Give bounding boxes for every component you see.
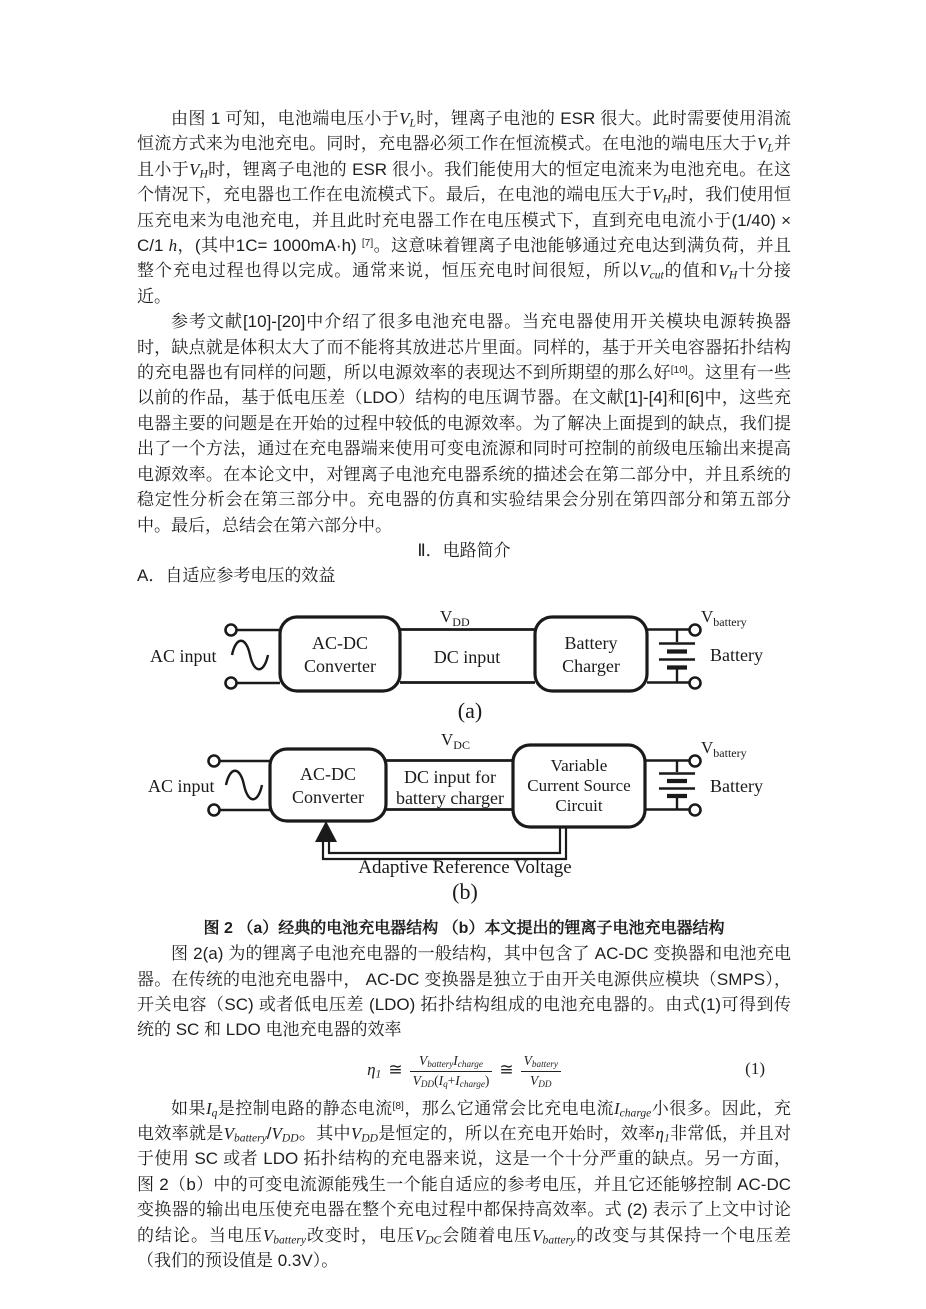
vbattery-label: $V_{battery}$ (701, 737, 747, 760)
acdc-converter-label-2: Converter (304, 655, 376, 676)
fraction-2 (521, 1053, 561, 1090)
dc-input-label-1: DC input for (404, 766, 496, 787)
equation-1 (137, 1043, 791, 1096)
fraction-1-numerator: $V_{battery}I_{charge}$ (410, 1053, 493, 1072)
paragraph-efficiency-discussion: 如果$I_q$是控制电路的静态电流[8]，那么它通常会比充电电流$I_{charge}$小很多。因此，充电效率就是$V_{battery}/V_{DD}$。其中$V_{DD}$是恒定的，所以在充电开始时，效率$\eta_1$非常低，并且对于使用 SC 或者 LDO 拓扑结构的充电器来说，这是一个十分严重的缺点。另一方面，图 2（b）中的可变电流源能残生一个能自适应的参考电压，并且它还能够控制 AC-DC 变换器的输出电压使充电器在整个充电过程中都保持高效率。式 (2) 表示了上文中讨论的结论。当电压$V_{battery}$改变时，电压$V_{DC}$会随着电压$V_{battery}$的改变与其保持一个电压差（我们的预设值是 0.3V）。 (137, 1098, 792, 1270)
dc-input-label-2: battery charger (395, 787, 505, 808)
subsection-heading: A．自适应参考电压的效益 (137, 566, 336, 586)
battery-label: Battery (710, 644, 763, 665)
acdc-converter-label-2: Converter (292, 786, 364, 807)
battery-charger-label-2: Charger (562, 655, 620, 676)
ac-source-sine-icon (226, 770, 262, 799)
dc-input-label: DC input (433, 646, 501, 667)
ac-source-sine-icon (232, 640, 268, 669)
equation-1-body (367, 1052, 561, 1089)
acdc-converter-box (280, 617, 400, 691)
equation-lhs: $\eta_1$ (367, 1060, 382, 1081)
equation-number: (1) (745, 1059, 765, 1079)
fraction-2-numerator: $V_{battery}$ (521, 1053, 561, 1072)
document-body (137, 106, 791, 1273)
acdc-converter-label-1: AC-DC (311, 632, 369, 653)
section-heading: Ⅱ．电路简介 (417, 540, 511, 560)
acdc-converter-box (270, 749, 386, 821)
approx-symbol: ≅ (388, 1060, 403, 1080)
fig-b-ac-input-label: AC input (148, 775, 215, 796)
battery-charger-box (535, 617, 647, 691)
vbattery-label: $V_{battery}$ (701, 606, 747, 629)
fraction-1-denominator: $V_{DD}(I_q+I_{charge})$ (412, 1072, 490, 1089)
fig-a-caption: (a) (457, 697, 483, 723)
terminal-icon (209, 804, 220, 815)
fraction-1 (410, 1053, 493, 1090)
terminal-icon (690, 624, 701, 635)
fraction-2-denominator: $V_{DD}$ (530, 1072, 552, 1089)
paragraph-charging-modes: 由图 1 可知，电池端电压小于$V_L$时，锂离子电池的 ESR 很大。此时需要使用涓流恒流方式来为电池充电。同时，充电器必须工作在恒流模式。在电池的端电压大于$V_L$并且小于$V_H$时，锂离子电池的 ESR 很小。我们能使用大的恒定电流来为电池充电。在这个情况下，充电器也工作在电流模式下。最后，在电池的端电压大于$V_H$时，我们使用恒压充电来为电池充电，并且此时充电器工作在电压模式下，直到充电电流小于(1/40) × C/1 h，(其中1C= 1000mA·h) [7]。这意味着锂离子电池能够通过充电达到满负荷，并且整个充电过程也得以完成。通常来说，恒压充电时间很短，所以$V_{cut}$的值和$V_H$十分接近。 (137, 109, 792, 306)
battery-label: Battery (710, 775, 763, 796)
fig-b-caption: (b) (452, 878, 478, 904)
fig-a-ac-input-label: AC input (150, 645, 217, 666)
terminal-icon (690, 804, 701, 815)
vdd-label: $V_{DD}$ (440, 606, 470, 629)
terminal-icon (226, 677, 237, 688)
figure-2b-proposed-charger-diagram (140, 729, 800, 904)
adaptive-reference-voltage-label: Adaptive Reference Voltage (358, 856, 572, 878)
vcs-label-3: Circuit (555, 795, 603, 815)
figure-2a-classic-charger-diagram (140, 594, 800, 726)
approx-symbol: ≅ (499, 1060, 514, 1080)
vcs-label-1: Variable (550, 755, 608, 775)
acdc-converter-label-1: AC-DC (299, 763, 357, 784)
paragraph-prior-work: 参考文献[10]-[20]中介绍了很多电池充电器。当充电器使用开关模块电源转换器时，缺点就是体积太大了而不能将其放进芯片里面。同样的，基于开关电容器拓扑结构的充电器也有同样的问题，所以电源效率的表现达不到所期望的那么好[10]。这里有一些以前的作品，基于低电压差（LDO）结构的电压调节器。在文献[1]-[4]和[6]中，这些充电器主要的问题是在开始的过程中较低的电源效率。为了解决上面提到的缺点，我们提出了一个方法，通过在充电器端来使用可变电流源和同时可控制的前级电压输出来提高电源效率。在本论文中，对锂离子电池充电器系统的描述会在第二部分中，并且系统的稳定性分析会在第三部分中。充电器的仿真和实验结果会分别在第四部分和第五部分中。最后，总结会在第六部分中。 (137, 312, 792, 535)
vcs-label-2: Current Source (527, 775, 631, 795)
paragraph-figure2a-description: 图 2(a) 为的锂离子电池充电器的一般结构，其中包含了 AC-DC 变换器和电池充电器。在传统的电池充电器中， AC-DC 变换器是独立于由开关电源供应模块（SMPS），开关电容（SC) 或者低电压差 (LDO) 拓扑结构组成的电池充电器的。由式(1)可得到传统的 SC 和 LDO 电池充电器的效率 (137, 944, 791, 1040)
terminal-icon (209, 755, 220, 766)
terminal-icon (690, 755, 701, 766)
battery-symbol-icon (659, 760, 695, 810)
terminal-icon (690, 677, 701, 688)
battery-charger-label-1: Battery (564, 632, 618, 653)
terminal-icon (226, 624, 237, 635)
vdc-label: $V_{DC}$ (441, 729, 470, 752)
battery-symbol-icon (659, 629, 695, 683)
figure-2-caption: 图 2 （a）经典的电池充电器结构 （b）本文提出的锂离子电池充电器结构 (203, 919, 725, 937)
